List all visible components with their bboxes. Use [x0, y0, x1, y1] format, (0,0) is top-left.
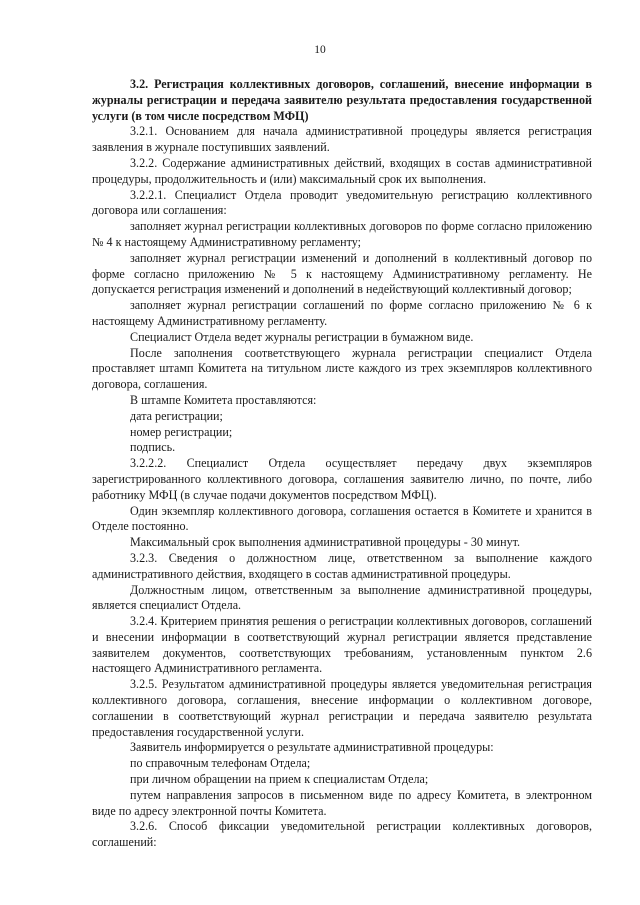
list-item: путем направления запросов в письменном виде по адресу Комитета, в электронном виде по адресу электронной почты Комитета. — [92, 787, 592, 818]
section-heading: 3.2. Регистрация коллективных договоров, соглашений, внесение информации в журналы регистрации и передача заявителю результата предоставления государственной услуги (в том числе посредством МФЦ) — [92, 77, 592, 123]
paragraph: Один экземпляр коллективного договора, соглашения остается в Комитете и хранится в Отделе постоянно. — [92, 503, 592, 534]
paragraph: 3.2.1. Основанием для начала административной процедуры является регистрация заявления в журнале поступивших заявлений. — [92, 124, 592, 155]
paragraph: Максимальный срок выполнения административной процедуры - 30 минут. — [130, 535, 521, 550]
paragraph: Заявитель информируется о результате административной процедуры: — [130, 740, 494, 755]
paragraph: 3.2.2.2. Специалист Отдела осуществляет передачу двух экземпляров зарегистрированного коллективного договора, соглашения заявителю лично, по почте, либо работнику МФЦ (в случае подачи документов посредством МФЦ). — [92, 456, 592, 502]
paragraph: 3.2.3. Сведения о должностном лице, ответственном за выполнение каждого административного действия, входящего в состав административной процедуры. — [92, 550, 592, 581]
paragraph: 3.2.2. Содержание административных действий, входящих в состав административной процедуры, продолжительность и (или) максимальный срок их выполнения. — [92, 155, 592, 186]
paragraph: Должностным лицом, ответственным за выполнение административной процедуры, является специалист Отдела. — [92, 582, 592, 613]
paragraph: Специалист Отдела ведет журналы регистрации в бумажном виде. — [130, 329, 474, 344]
list-item: при личном обращении на прием к специалистам Отдела; — [130, 772, 429, 787]
paragraph: После заполнения соответствующего журнала регистрации специалист Отдела проставляет штамп Комитета на титульном листе каждого из трех экземпляров коллективного договора, соглашения. — [92, 345, 592, 392]
paragraph: В штампе Комитета проставляются: — [130, 392, 317, 407]
list-item: заполняет журнал регистрации коллективных договоров по форме согласно приложению № 4 к настоящему Административному регламенту; — [92, 219, 592, 249]
list-item: заполняет журнал регистрации соглашений по форме согласно приложению № 6 к настоящему Административному регламенту. — [92, 298, 592, 328]
list-item: дата регистрации; — [130, 408, 223, 423]
paragraph: 3.2.6. Способ фиксации уведомительной регистрации коллективных договоров, соглашений: — [92, 819, 592, 850]
paragraph: 3.2.4. Критерием принятия решения о регистрации коллективных договоров, соглашений и внесении информации в соответствующий журнал регистрации является представление заявителем документов, соответствующих требованиям, установленным пунктом 2.6 настоящего Административного регламента. — [92, 614, 592, 676]
list-item: заполняет журнал регистрации изменений и дополнений в коллективный договор по форме согласно приложению № 5 к настоящему Административному регламенту. Не допускается регистрация изменений и дополнений в недействующий коллективный договор; — [92, 250, 592, 297]
list-item: по справочным телефонам Отдела; — [130, 756, 311, 771]
list-item: номер регистрации; — [130, 424, 233, 439]
page-number: 10 — [314, 44, 326, 56]
paragraph: 3.2.2.1. Специалист Отдела проводит уведомительную регистрацию коллективного договора или соглашения: — [92, 187, 592, 218]
list-item: подпись. — [130, 440, 176, 455]
document-body — [92, 77, 592, 851]
paragraph: 3.2.5. Результатом административной процедуры является уведомительная регистрация коллективного договора, соглашения, внесение информации о коллективном договоре, соглашении в соответствующий журнал регистрации и передача заявителю результата предоставления государственной услуги. — [92, 677, 592, 739]
